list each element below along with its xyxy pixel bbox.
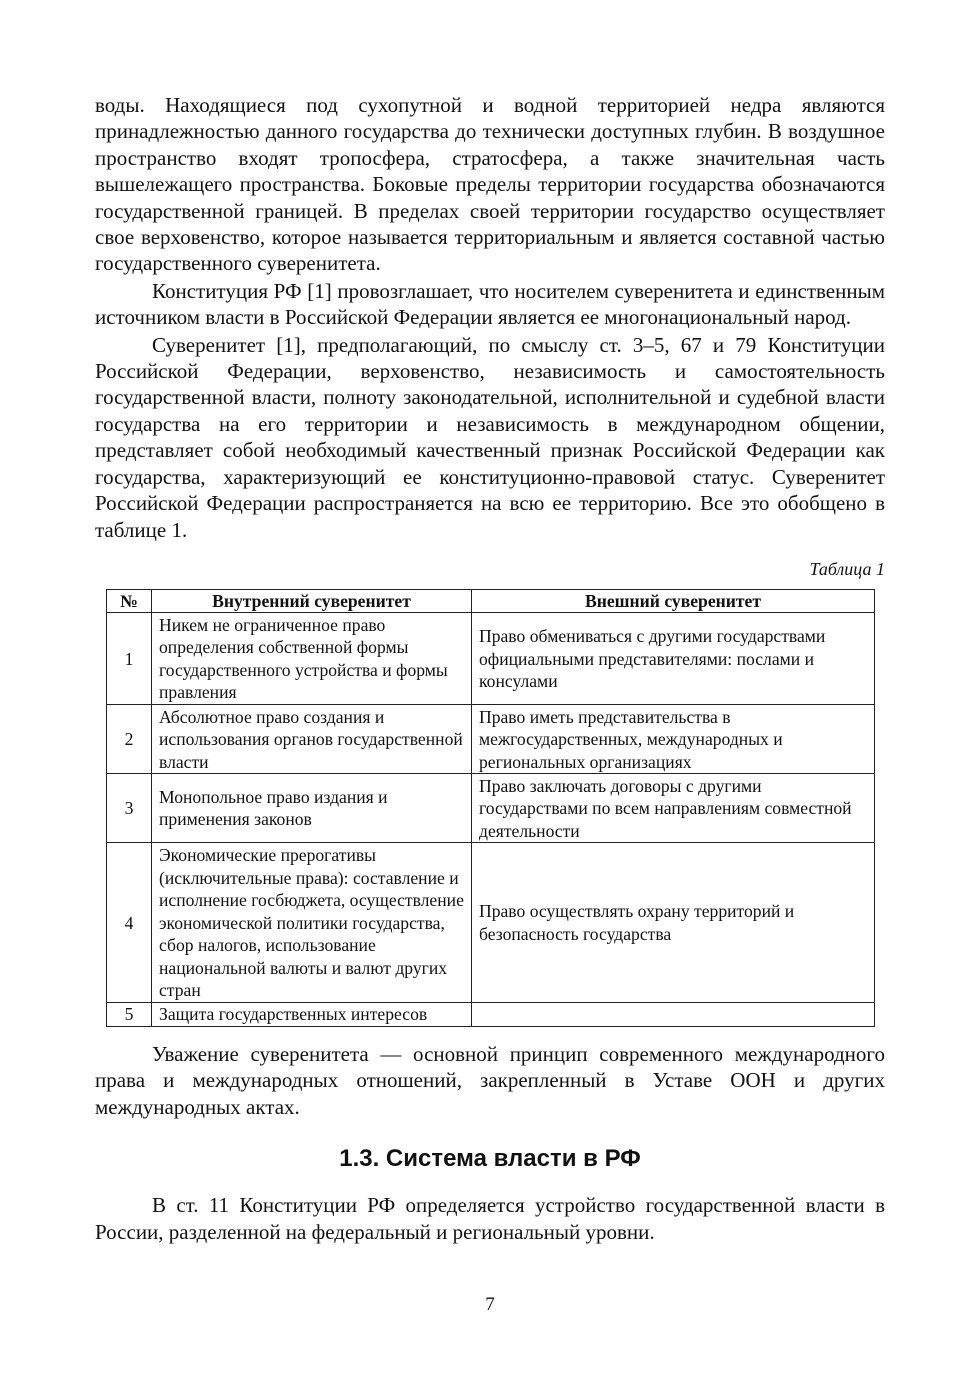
row-internal: Никем не ограниченное право определения собственной формы государственного устройства и формы правления: [152, 613, 472, 705]
row-num: 5: [107, 1003, 152, 1027]
table-row: [107, 613, 875, 705]
row-internal: Экономические прерогативы (исключительные права): составление и исполнение госбюджета, осуществление экономической политики государства, сбор налогов, использование национальной валюты и валют других стран: [152, 843, 472, 1003]
row-external: Право иметь представительства в межгосударственных, международных и региональных организациях: [472, 705, 875, 774]
row-num: 3: [107, 774, 152, 843]
row-internal: Монопольное право издания и применения законов: [152, 774, 472, 843]
table-header-row: [107, 589, 875, 613]
header-external: Внешний суверенитет: [472, 589, 875, 613]
sovereignty-table: [106, 589, 875, 1027]
row-num: 1: [107, 613, 152, 705]
row-internal: Защита государственных интересов: [152, 1003, 472, 1027]
row-external: Право обмениваться с другими государствами официальными представителями: послами и консулами: [472, 613, 875, 705]
page-number: 7: [485, 1294, 495, 1315]
page-content: [95, 92, 885, 1245]
paragraph-constitution: Конституция РФ [1] провозглашает, что носителем суверенитета и единственным источником власти в Российской Федерации является ее многонациональный народ.: [95, 278, 885, 330]
header-num: №: [107, 589, 152, 613]
table-row: [107, 843, 875, 1003]
header-internal: Внутренний суверенитет: [152, 589, 472, 613]
paragraph-respect: Уважение суверенитета — основной принцип современного международного права и международных отношений, закрепленный в Уставе ООН и других международных актах.: [95, 1041, 885, 1119]
row-num: 2: [107, 705, 152, 774]
paragraph-section: В ст. 11 Конституции РФ определяется устройство государственной власти в России, разделенной на федеральный и региональный уровни.: [95, 1193, 885, 1244]
row-external: [472, 1003, 875, 1027]
row-internal: Абсолютное право создания и использования органов государственной власти: [152, 705, 472, 774]
table-row: [107, 1003, 875, 1027]
row-num: 4: [107, 843, 152, 1003]
table-row: [107, 774, 875, 843]
paragraph-territory: воды. Находящиеся под сухопутной и водной территорией недра являются принадлежностью данного государства до технически доступных глубин. В воздушное пространство входят тропосфера, стратосфера, а также значительная часть вышележащего пространства. Боковые пределы территории государства обозначаются государственной границей. В пределах своей территории государство осуществляет свое верховенство, которое называется территориальным и является составной частью государственного суверенитета.: [95, 93, 885, 276]
table-row: [107, 705, 875, 774]
row-external: Право заключать договоры с другими государствами по всем направлениям совместной деятельности: [472, 774, 875, 843]
paragraph-sovereignty: Суверенитет [1], предполагающий, по смыслу ст. 3–5, 67 и 79 Конституции Российской Федерации, верховенство, независимость и самостоятельность государственной власти, полноту законодательной, исполнительной и судебной власти государства на его территории и независимость в международном общении, представляет собой необходимый качественный признак Российской Федерации как государства, характеризующий ее конституционно-правовой статус. Суверенитет Российской Федерации распространяется на всю ее территорию. Все это обобщено в таблице 1.: [95, 332, 885, 542]
section-heading: 1.3. Система власти в РФ: [339, 1145, 641, 1173]
row-external: Право осуществлять охрану территорий и безопасность государства: [472, 843, 875, 1003]
table-caption: Таблица 1: [809, 558, 885, 579]
